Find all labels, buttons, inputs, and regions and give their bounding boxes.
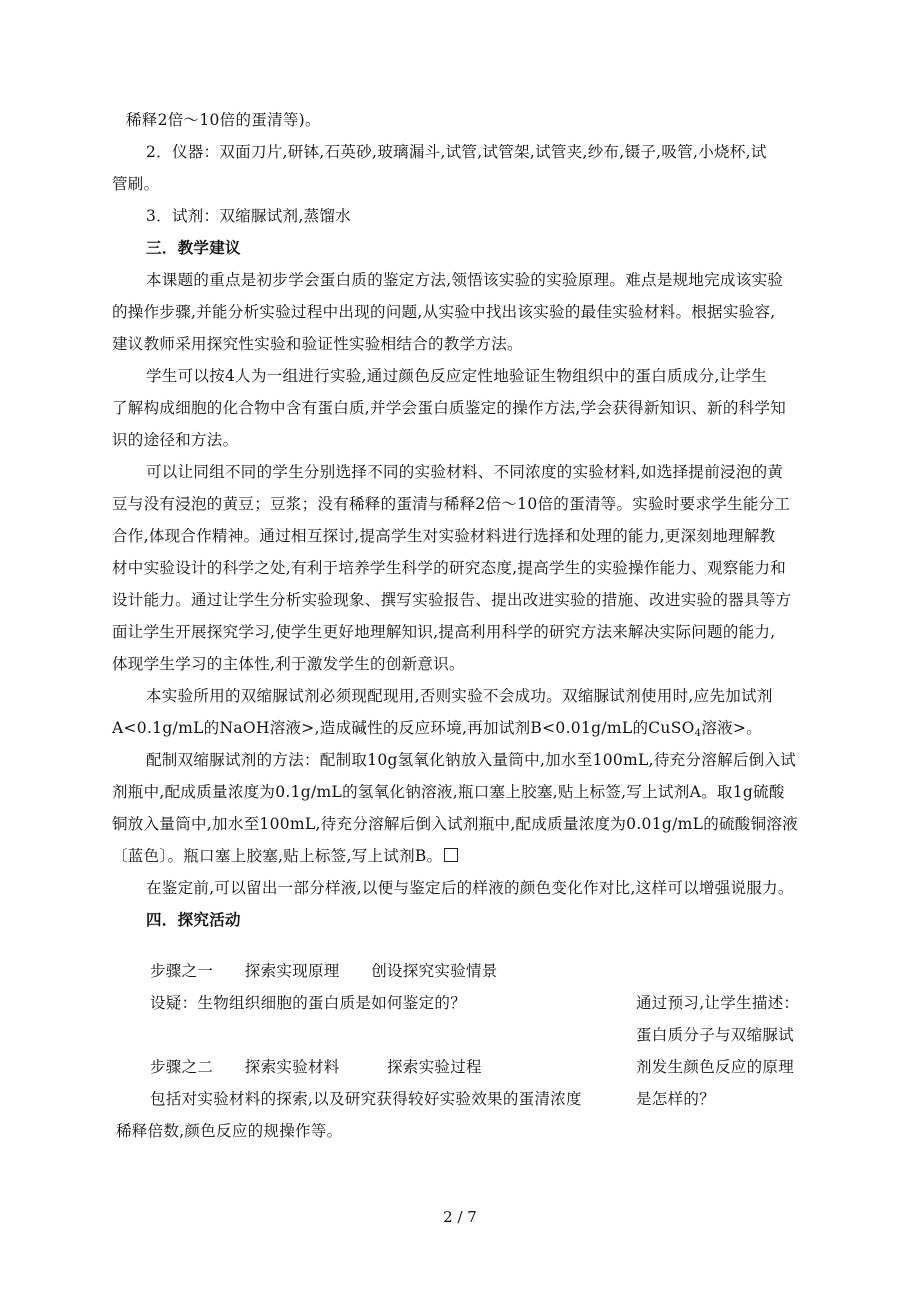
text-line: 材中实验设计的科学之处,有利于培养学生科学的研究态度,提高学生的实验操作能力、观察能力和	[112, 559, 787, 577]
text-line: 识的途径和方法。	[112, 431, 239, 449]
side-note: 是怎样的？	[636, 1090, 716, 1108]
text-line: 2．仪器：双面刀片,研钵,石英砂,玻璃漏斗,试管,试管架,试管夹,纱布,镊子,吸管,小烧杯,试	[146, 143, 767, 161]
text-line: 设计能力。通过让学生分析实验现象、撰写实验报告、提出改进实验的措施、改进实验的器具等方	[112, 591, 792, 609]
text-line: 面让学生开展探究学习,使学生更好地理解知识,提高利用科学的研究方法来解决实际问题的能力,	[112, 623, 776, 641]
text-line	[112, 845, 458, 867]
text-line: 本课题的重点是初步学会蛋白质的鉴定方法,领悟该实验的实验原理。难点是规地完成该实验	[146, 271, 784, 289]
text-line	[112, 717, 762, 745]
section-heading-4: 四．探究活动	[146, 910, 241, 929]
checkbox-glyph-icon	[444, 848, 458, 862]
text-line: 配制双缩脲试剂的方法：配制取10g氢氧化钠放入量筒中,加水至100mL,待充分溶解后倒入试	[146, 751, 797, 769]
text-line: 可以让同组不同的学生分别选择不同的实验材料、不同浓度的实验材料,如选择提前浸泡的黄	[146, 463, 784, 481]
text-line: 剂瓶中,配成质量浓度为0.1g/mL的氢氧化钠溶液,瓶口塞上胶塞,贴上标签,写上试剂A。取1g硫酸	[112, 783, 785, 801]
text-line: 合作,体现合作精神。通过相互探讨,提高学生对实验材料进行选择和处理的能力,更深刻地理解教	[112, 527, 776, 545]
page-number: 2 / 7	[443, 1208, 477, 1226]
section-heading-3: 三．教学建议	[146, 238, 241, 257]
text-line: 的操作步骤,并能分析实验过程中出现的问题,从实验中找出该实验的最佳实验材料。根据实验容,	[112, 303, 776, 321]
step-two-text: 稀释倍数,颜色反应的规操作等。	[116, 1122, 343, 1140]
text-run: A<0.1g/mL的NaOH溶液>,造成碱性的反应环境,再加试剂B<0.01g/mL的CuSO	[112, 719, 695, 737]
text-line: 学生可以按4人为一组进行实验,通过颜色反应定性地验证生物组织中的蛋白质成分,让学生	[146, 367, 768, 385]
text-line: 在鉴定前,可以留出一部分样液,以便与鉴定后的样液的颜色变化作对比,这样可以增强说服力。	[146, 879, 794, 897]
text-line: 体现学生学习的主体性,利于激发学生的创新意识。	[112, 655, 465, 673]
text-line: 本实验所用的双缩脲试剂必须现配现用,否则实验不会成功。双缩脲试剂使用时,应先加试剂	[146, 687, 773, 705]
side-note: 通过预习,让学生描述：	[636, 994, 800, 1012]
text-line: 建议教师采用探究性实验和验证性实验相结合的教学方法。	[112, 335, 523, 353]
step-one-question: 设疑：生物组织细胞的蛋白质是如何鉴定的？	[150, 994, 467, 1012]
subscript: 4	[694, 728, 702, 739]
step-one: 步骤之一 探索实现原理 创设探究实验情景	[150, 962, 498, 980]
text-run: 〔蓝色〕。瓶口塞上胶塞,贴上标签,写上试剂B。	[112, 847, 443, 865]
step-two: 步骤之二 探索实验材料 探索实验过程	[150, 1058, 482, 1076]
side-note: 蛋白质分子与双缩脲试	[636, 1026, 795, 1044]
text-line: 3．试剂：双缩脲试剂,蒸馏水	[146, 207, 351, 225]
text-line: 管刷。	[112, 175, 160, 193]
step-two-text: 包括对实验材料的探索,以及研究获得较好实验效果的蛋清浓度	[150, 1090, 582, 1108]
text-line: 铜放入量筒中,加水至100mL,待充分溶解后倒入试剂瓶中,配成质量浓度为0.01g/mL的硫酸铜溶液	[112, 815, 799, 833]
text-line: 豆与没有浸泡的黄豆；豆浆；没有稀释的蛋清与稀释2倍～10倍的蛋清等。实验时要求学生能分工	[112, 495, 791, 513]
side-note: 剂发生颜色反应的原理	[636, 1058, 795, 1076]
text-line: 稀释2倍～10倍的蛋清等)。	[126, 111, 321, 129]
text-run: 溶液>。	[701, 719, 762, 737]
text-line: 了解构成细胞的化合物中含有蛋白质,并学会蛋白质鉴定的操作方法,学会获得新知识、新的科学知	[112, 399, 787, 417]
